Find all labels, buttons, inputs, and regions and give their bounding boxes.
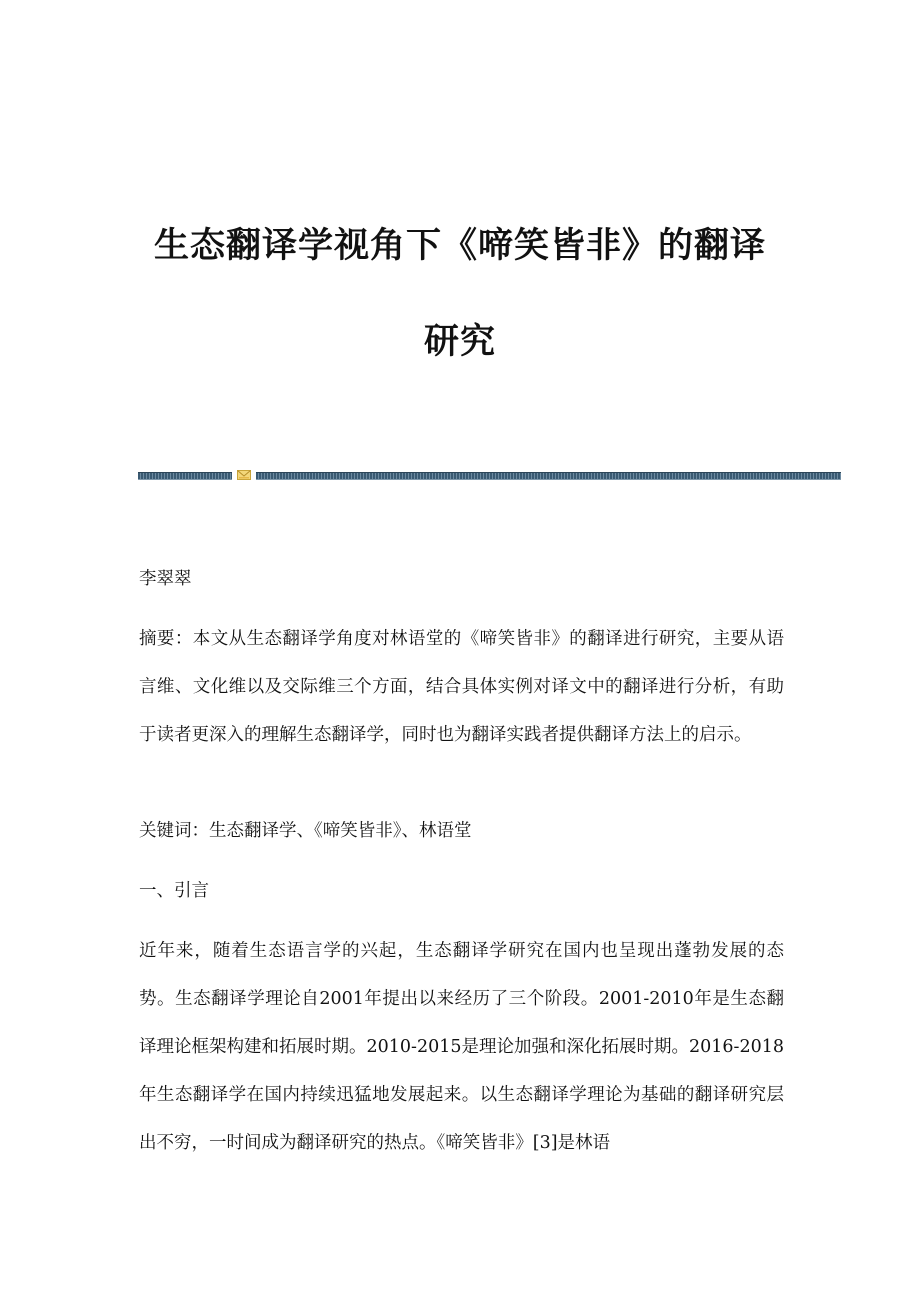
divider-bar-left [138,472,232,480]
section-heading: 一、引言 [139,881,209,901]
document-title-line-1: 生态翻译学视角下《啼笑皆非》的翻译 [153,226,766,266]
abstract-paragraph: 摘要：本文从生态翻译学角度对林语堂的《啼笑皆非》的翻译进行研究，主要从语言维、文化维以及交际维三个方面，结合具体实例对译文中的翻译进行分析，有助于读者更深入的理解生态翻译学，同时也为翻译实践者提供翻译方法上的启示。 [139,629,784,745]
body-paragraph: 近年来，随着生态语言学的兴起，生态翻译学研究在国内也呈现出蓬勃发展的态势。生态翻译学理论自2001年提出以来经历了三个阶段。2001-2010年是生态翻译理论框架构建和拓展时期。2010-2015是理论加强和深化拓展时期。2016-2018年生态翻译学在国内持续迅猛地发展起来。以生态翻译学理论为基础的翻译研究层出不穷，一时间成为翻译研究的热点。《啼笑皆非》[3]是林语 [139,941,784,1153]
title-divider [138,469,841,481]
divider-bar-right [256,472,841,480]
author-name: 李翠翠 [139,569,192,589]
keywords-line: 关键词：生态翻译学、《啼笑皆非》、林语堂 [139,821,472,841]
document-title-line-2: 研究 [423,322,496,362]
envelope-icon [237,469,251,481]
